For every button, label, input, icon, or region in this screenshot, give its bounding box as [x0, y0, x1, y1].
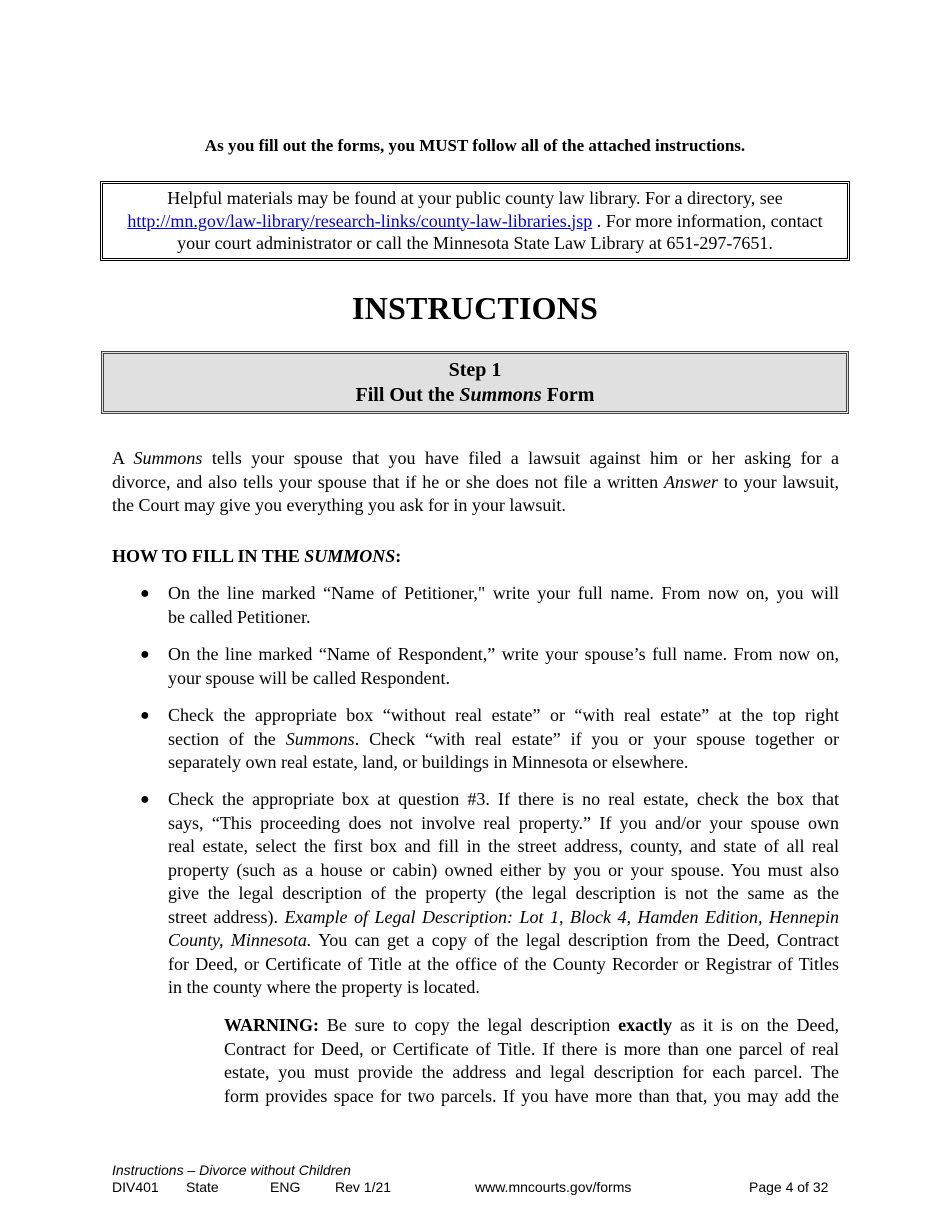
step-box [101, 351, 849, 414]
bullet-line: On the line marked “Name of Respondent,” write your spouse’s full name. From now on, [168, 644, 839, 664]
step-title-suffix: Form [541, 384, 595, 406]
bullet-line [168, 929, 839, 953]
bullet-italic: County, Minnesota. [168, 930, 312, 950]
library-line-2-text: . For more information, contact [592, 210, 823, 231]
intro-text: divorce, and also tells your spouse that if he or she does not file a written [112, 471, 664, 492]
footer-jurisdiction: State [186, 1179, 219, 1195]
list-item [112, 582, 839, 629]
law-library-box [100, 181, 850, 261]
warning-label: WARNING: [224, 1015, 320, 1035]
bullet-icon: ● [140, 646, 150, 663]
step-title-italic: Summons [459, 384, 542, 406]
warning-line: form provides space for two parcels. If you have more than that, you may add the [224, 1085, 839, 1106]
instructions-notice: As you fill out the forms, you MUST follow all of the attached instructions. [204, 136, 746, 155]
intro-line-2 [112, 471, 839, 495]
footer-revision: Rev 1/21 [335, 1179, 392, 1195]
warning-line: estate, you must provide the address and legal description for each parcel. The [224, 1062, 839, 1082]
footer-form-code: DIV401 [112, 1179, 159, 1195]
intro-paragraph [112, 447, 839, 518]
library-line-1: Helpful materials may be found at your public county law library. For a directory, see [167, 188, 783, 208]
subhead-text: : [395, 546, 402, 566]
bullet-italic: Summons [285, 728, 355, 749]
step-title-prefix: Fill Out the [355, 384, 460, 406]
bullet-italic: Example of Legal Description: Lot 1, Block 4, Hamden Edition, Hennepin [284, 906, 839, 927]
how-to-subheading [112, 546, 401, 567]
bullet-line: Check the appropriate box at question #3. If there is no real estate, check the box that [168, 789, 839, 809]
bullet-line: separately own real estate, land, or buildings in Minnesota or elsewhere. [168, 752, 689, 772]
intro-italic: Summons [133, 448, 203, 468]
intro-text: A [112, 448, 134, 468]
list-item [112, 643, 839, 690]
warning-line [224, 1014, 839, 1038]
library-line-3: your court administrator or call the Minnesota State Law Library at 651-297-7651. [177, 233, 773, 253]
bullet-line [168, 728, 839, 752]
bullet-line: real estate, select the first box and fill in the street address, county, and state of all real [168, 836, 839, 856]
bullet-icon: ● [140, 707, 150, 724]
warning-text: as it is on the Deed, [672, 1015, 839, 1035]
step-title [104, 383, 846, 408]
warning-text: Be sure to copy the legal description [319, 1015, 619, 1035]
subhead-italic: SUMMONS [304, 546, 396, 566]
subhead-text: HOW TO FILL IN THE [112, 546, 305, 566]
bullet-line: give the legal description of the property (the legal description is not the same as the [168, 883, 839, 903]
footer-website[interactable]: www.mncourts.gov/forms [475, 1179, 632, 1195]
county-law-libraries-link[interactable]: http://mn.gov/law-library/research-links/county-law-libraries.jsp [127, 210, 593, 231]
warning-paragraph [224, 1014, 839, 1108]
footer-row [112, 1179, 852, 1197]
intro-line-1 [112, 447, 839, 471]
bullet-line: in the county where the property is located. [168, 977, 480, 997]
intro-line-3: the Court may give you everything you ask for in your lawsuit. [112, 495, 566, 515]
footer-language: ENG [270, 1179, 301, 1195]
bullet-text: street address). [168, 906, 285, 927]
page-footer [112, 1162, 852, 1197]
bullet-line: for Deed, or Certificate of Title at the office of the County Recorder or Registrar of Titles [168, 953, 839, 974]
intro-text: tells your spouse that you have filed a lawsuit against him or her asking for a [202, 448, 839, 468]
bullet-text: You can get a copy of the legal description from the Deed, Contract [311, 930, 840, 950]
bullet-line: On the line marked “Name of Petitioner," write your full name. From now on, you will [168, 583, 839, 603]
bullet-text: section of the [168, 728, 286, 749]
bullet-text: . Check “with real estate” if you or your spouse together or [354, 728, 839, 749]
page-title: INSTRUCTIONS [351, 290, 599, 326]
warning-emphasis: exactly [618, 1015, 673, 1035]
footer-page-number: Page 4 of 32 [749, 1179, 829, 1195]
bullet-line: says, “This proceeding does not involve real property.” If you and/or your spouse own [168, 812, 839, 833]
library-line-2 [103, 210, 847, 233]
step-number: Step 1 [448, 359, 502, 381]
bullet-line [168, 906, 839, 930]
intro-text: to your lawsuit, [717, 471, 839, 492]
intro-italic: Answer [663, 471, 718, 492]
bullet-icon: ● [140, 791, 150, 808]
bullet-line: be called Petitioner. [168, 606, 311, 627]
bullet-line: property (such as a house or cabin) owned either by you or your spouse. You must also [168, 859, 839, 880]
bullet-icon: ● [140, 585, 150, 602]
bullet-line: your spouse will be called Respondent. [168, 667, 450, 688]
bullet-line: Check the appropriate box “without real estate” or “with real estate” at the top right [168, 705, 839, 725]
list-item [112, 704, 839, 775]
list-item [112, 788, 839, 1000]
footer-title: Instructions – Divorce without Children [112, 1162, 351, 1178]
warning-line: Contract for Deed, or Certificate of Title. If there is more than one parcel of real [224, 1038, 839, 1059]
